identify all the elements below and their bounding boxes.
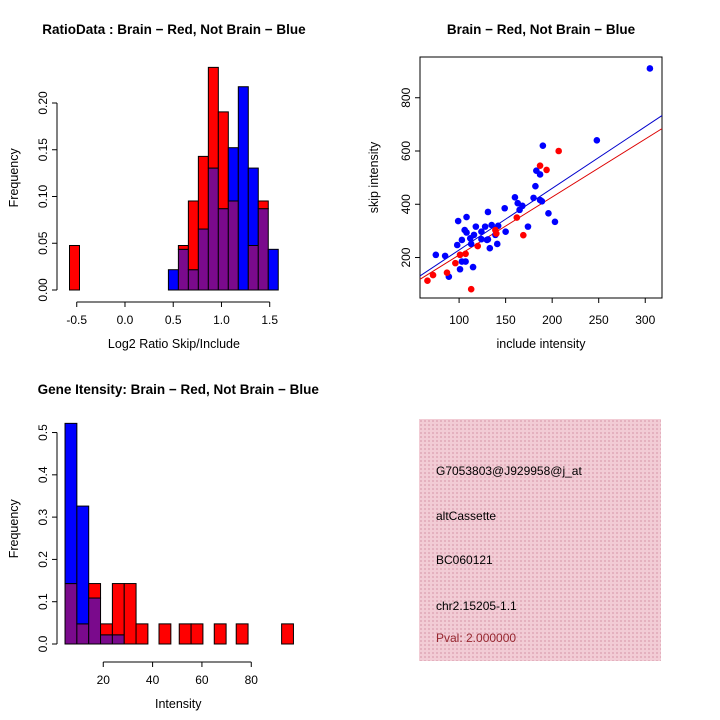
hist-bar-overlap (101, 635, 113, 644)
hist-bar-red (159, 624, 171, 644)
scatter-point-blue (532, 183, 539, 190)
scatter-point-red (492, 227, 499, 234)
hist-bar-blue (65, 423, 77, 583)
y-tick-label: 600 (399, 140, 413, 162)
gene-info-box (419, 419, 661, 661)
scatter-point-blue (471, 232, 478, 239)
scatter-point-blue (502, 228, 509, 235)
x-tick-label: 20 (96, 673, 110, 687)
scatter-point-blue (552, 219, 559, 226)
locus-text: chr2.15205-1.1 (436, 599, 517, 613)
hist-bar-overlap (89, 598, 101, 644)
x-tick-label: 60 (195, 673, 209, 687)
hist-bar-red (179, 624, 191, 644)
scatter-point-red (514, 214, 521, 221)
hist-bar-red (70, 245, 80, 290)
y-tick-label: 0.10 (36, 184, 50, 209)
x-axis-label: include intensity (496, 337, 586, 351)
panel-intensity-histogram (0, 360, 360, 720)
x-axis-label: Intensity (154, 697, 202, 711)
scatter-point-blue (463, 214, 470, 221)
hist-bar-blue (168, 270, 178, 290)
hist-bar-blue (238, 87, 248, 290)
hist-bar-red (188, 201, 198, 270)
hist-bar-overlap (198, 229, 208, 290)
hist-bar-red (218, 112, 228, 209)
hist-bar-red (191, 624, 203, 644)
scatter-point-red (462, 250, 469, 257)
y-tick-label: 0.05 (36, 231, 50, 255)
scatter-point-red (555, 148, 562, 155)
hist-bar-blue (268, 249, 278, 290)
scatter-point-blue (487, 245, 494, 252)
scatter-point-blue (457, 266, 464, 273)
scatter-point-blue (594, 137, 601, 144)
scatter-point-blue (512, 194, 519, 201)
scatter-point-blue (455, 218, 462, 225)
panel-info (360, 360, 720, 720)
scatter-point-red (468, 286, 475, 293)
scatter-point-red (543, 167, 550, 174)
scatter-point-red (457, 252, 464, 259)
scatter-point-red (474, 243, 481, 250)
hist-bar-overlap (178, 249, 188, 290)
y-tick-label: 0.00 (36, 278, 50, 302)
y-axis-label: Frequency (7, 148, 21, 208)
hist-bar-blue (77, 506, 89, 624)
y-tick-label: 200 (399, 247, 413, 268)
scatter-point-blue (485, 236, 492, 243)
hist-bar-overlap (228, 201, 238, 290)
y-tick-label: 0.5 (36, 424, 50, 441)
scatter-point-blue (525, 223, 532, 230)
scatter-point-blue (501, 205, 508, 212)
y-axis-label: skip intensity (367, 141, 381, 214)
panel-ratio-histogram (0, 0, 360, 360)
x-tick-label: 40 (145, 673, 160, 687)
x-tick-label: 0.0 (116, 313, 134, 327)
hist-bar-overlap (248, 245, 258, 290)
scatter-point-blue (478, 228, 485, 235)
panel-title: RatioData : Brain − Red, Not Brain − Blue (42, 22, 306, 37)
panel-title: Gene Itensity: Brain − Red, Not Brain − Blue (37, 382, 319, 397)
x-tick-label: -0.5 (66, 313, 88, 327)
hist-bar-red (112, 584, 124, 635)
x-tick-label: 0.5 (164, 313, 182, 327)
y-tick-label: 0.3 (36, 508, 50, 526)
hist-bar-red (101, 624, 113, 635)
x-tick-label: 300 (635, 313, 656, 327)
hist-bar-red (178, 245, 188, 249)
scatter-point-blue (537, 171, 544, 178)
scatter-point-red (452, 260, 459, 267)
regression-line-blue_line (420, 116, 662, 276)
hist-bar-overlap (65, 584, 77, 644)
scatter-point-blue (540, 142, 547, 149)
probe-id-text: G7053803@J929958@j_at (436, 464, 582, 478)
hist-bar-red (236, 624, 248, 644)
x-tick-label: 1.0 (213, 313, 230, 327)
hist-bar-overlap (112, 635, 124, 644)
scatter-point-blue (470, 264, 477, 271)
y-tick-label: 800 (399, 87, 413, 108)
hist-bar-overlap (77, 624, 89, 644)
y-tick-label: 400 (399, 194, 413, 215)
scatter-point-blue (537, 197, 544, 204)
y-tick-label: 0.15 (36, 138, 50, 162)
panel-title: Brain − Red, Not Brain − Blue (446, 22, 636, 37)
scatter-point-blue (454, 242, 461, 249)
scatter-point-blue (473, 223, 480, 230)
scatter-point-blue (463, 229, 470, 236)
ratio-histogram-svg (0, 0, 360, 360)
scatter-point-blue (494, 241, 501, 248)
hist-bar-red (124, 584, 136, 644)
hist-bar-red (214, 624, 226, 644)
scatter-point-red (424, 277, 431, 284)
scatter-point-blue (647, 65, 654, 72)
hist-bar-red (89, 584, 101, 598)
scatter-point-red (430, 272, 437, 279)
x-tick-label: 80 (244, 673, 258, 687)
y-tick-label: 0.20 (36, 91, 50, 115)
x-tick-label: 100 (449, 313, 470, 327)
scatter-svg (360, 0, 720, 360)
x-tick-label: 250 (588, 313, 609, 327)
scatter-point-blue (478, 236, 485, 243)
scatter-point-blue (530, 195, 537, 202)
event-type-text: altCassette (436, 509, 497, 523)
x-tick-label: 1.5 (261, 313, 279, 327)
scatter-point-blue (442, 253, 449, 260)
scatter-point-blue (485, 209, 492, 216)
scatter-point-red (520, 232, 527, 239)
hist-bar-red (198, 156, 208, 229)
scatter-point-blue (516, 207, 523, 214)
y-tick-label: 0.0 (36, 635, 50, 653)
scatter-point-blue (468, 241, 475, 248)
hist-bar-overlap (258, 209, 268, 290)
y-tick-label: 0.2 (36, 551, 50, 568)
y-tick-label: 0.1 (36, 593, 50, 611)
hist-bar-overlap (188, 270, 198, 290)
hist-bar-blue (228, 148, 238, 201)
hist-bar-red (258, 201, 268, 209)
scatter-point-blue (433, 252, 440, 259)
hist-bar-blue (248, 168, 258, 245)
scatter-point-blue (462, 258, 469, 265)
accession-text: BC060121 (436, 553, 493, 567)
hist-bar-red (282, 624, 294, 644)
x-tick-label: 150 (495, 313, 516, 327)
scatter-point-blue (545, 210, 552, 217)
scatter-point-red (537, 162, 544, 169)
hist-bar-red (208, 67, 218, 168)
x-tick-label: 200 (542, 313, 563, 327)
scatter-point-blue (459, 237, 466, 244)
panel-scatter (360, 0, 720, 360)
hist-bar-red (136, 624, 148, 644)
hist-bar-overlap (218, 209, 228, 290)
pval-text: Pval: 2.000000 (436, 631, 517, 645)
intensity-histogram-svg (0, 360, 360, 720)
y-tick-label: 0.4 (36, 466, 50, 484)
hist-bar-overlap (208, 168, 218, 290)
y-axis-label: Frequency (7, 499, 21, 559)
scatter-point-red (444, 269, 451, 276)
x-axis-label: Log2 Ratio Skip/Include (107, 337, 240, 351)
